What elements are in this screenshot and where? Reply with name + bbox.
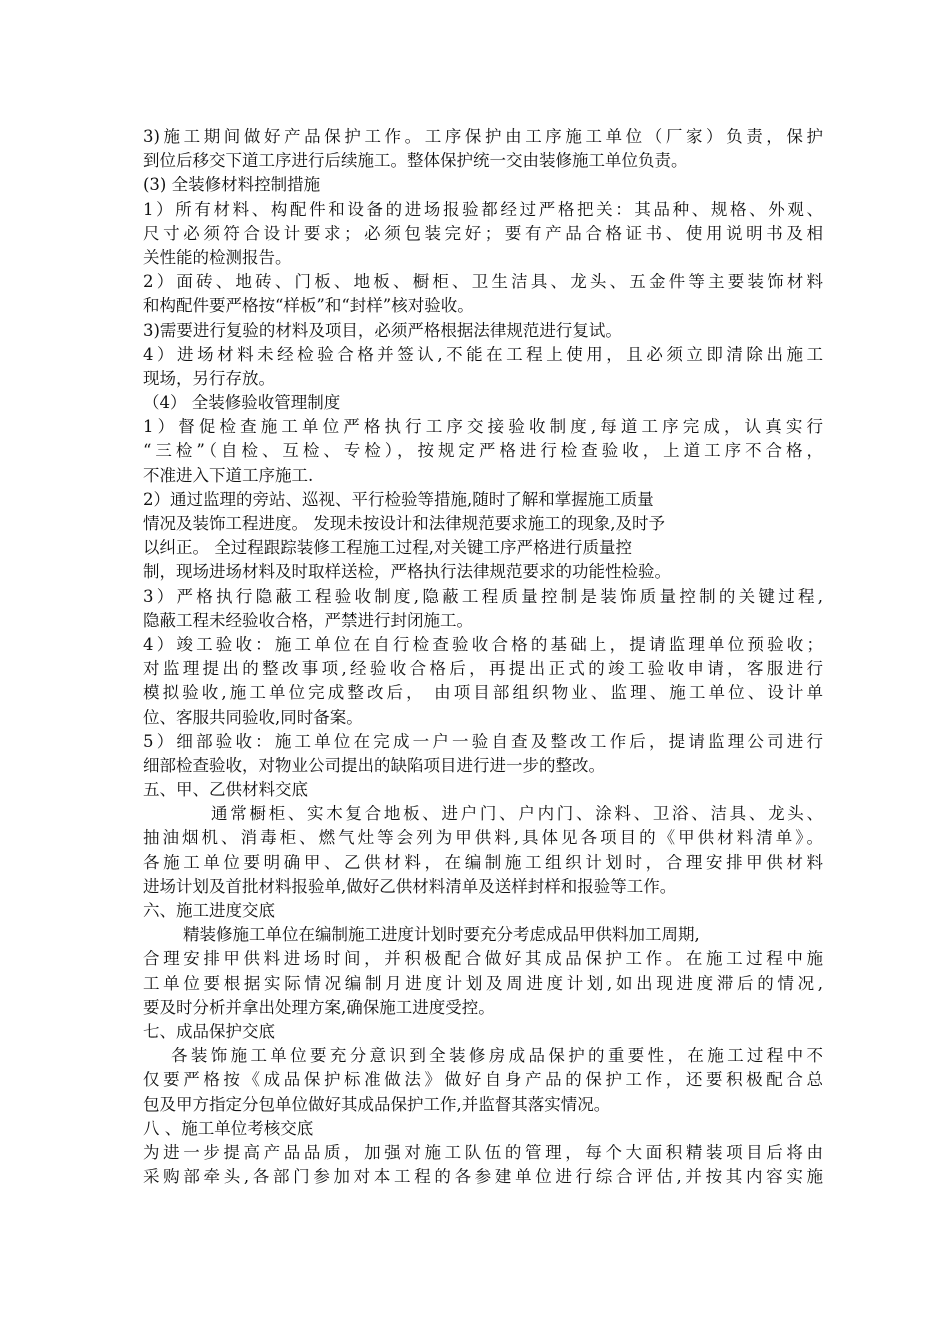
- text-line: 隐蔽工程未经验收合格，严禁进行封闭施工。: [143, 610, 473, 630]
- text-line: 细部检查验收，对物业公司提出的缺陷项目进行进一步的整改。: [143, 755, 605, 775]
- text-line: 以纠正。 全过程跟踪装修工程施工过程,对关键工序严格进行质量控: [143, 538, 632, 558]
- text-line: 进场计划及首批材料报验单,做好乙供材料清单及送样封样和报验等工作。: [143, 876, 677, 896]
- text-line: 1）所有材料、构配件和设备的进场报验都经过严格把关：其品种、规格、外观、: [143, 199, 823, 219]
- text-line: 和构配件要严格按“样板”和“封样”核对验收。: [143, 296, 474, 316]
- section-heading: 八 、施工单位考核交底: [143, 1118, 314, 1138]
- text-line: 抽油烟机、消毒柜、燃气灶等会列为甲供料,具体见各项目的《甲供材料清单》。: [143, 828, 823, 848]
- section-heading: （4） 全装修验收管理制度: [143, 393, 341, 413]
- text-line: “三检”（自检、互检、专检），按规定严格进行检查验收，上道工序不合格，: [143, 441, 823, 461]
- text-line: 1）督促检查施工单位严格执行工序交接验收制度,每道工序完成，认真实行: [143, 417, 823, 437]
- text-line: 关性能的检测报告。: [143, 247, 292, 267]
- text-line: 各装饰施工单位要充分意识到全装修房成品保护的重要性，在施工过程中不: [171, 1046, 823, 1066]
- text-line: 4）竣工验收：施工单位在自行检查验收合格的基础上，提请监理单位预验收；: [143, 634, 823, 654]
- text-line: 仅要严格按《成品保护标准做法》做好自身产品的保护工作，还要积极配合总: [143, 1070, 823, 1090]
- text-line: 4）进场材料未经检验合格并签认,不能在工程上使用，且必须立即清除出施工: [143, 344, 823, 364]
- text-line: 2）面砖、地砖、门板、地板、橱柜、卫生洁具、龙头、五金件等主要装饰材料: [143, 272, 823, 292]
- text-line: 各施工单位要明确甲、乙供材料，在编制施工组织计划时，合理安排甲供材料: [143, 852, 823, 872]
- text-line: 3）严格执行隐蔽工程验收制度,隐蔽工程质量控制是装饰质量控制的关键过程,: [143, 586, 823, 606]
- text-line: 到位后移交下道工序进行后续施工。整体保护统一交由装修施工单位负责。: [143, 151, 688, 171]
- text-line: 对监理提出的整改事项,经验收合格后，再提出正式的竣工验收申请，客服进行: [143, 659, 823, 679]
- text-line: 5）细部验收：施工单位在完成一户一验自查及整改工作后，提请监理公司进行: [143, 731, 823, 751]
- document-page: [143, 125, 823, 1189]
- text-line: 包及甲方指定分包单位做好其成品保护工作,并监督其落实情况。: [143, 1094, 611, 1114]
- text-line: 3)需要进行复验的材料及项目，必须严格根据法律规范进行复试。: [143, 320, 622, 340]
- text-line: 要及时分析并拿出处理方案,确保施工进度受控。: [143, 997, 495, 1017]
- text-line: 2）通过监理的旁站、巡视、平行检验等措施,随时了解和掌握施工质量: [143, 489, 654, 509]
- section-heading: 五、甲、乙供材料交底: [143, 780, 308, 800]
- text-line: 精装修施工单位在编制施工进度计划时要充分考虑成品甲供料加工周期,: [183, 925, 700, 945]
- section-heading: (3) 全装修材料控制措施: [143, 175, 321, 195]
- section-heading: 七、成品保护交底: [143, 1021, 275, 1041]
- text-line: 现场，另行存放。: [143, 368, 275, 388]
- text-line: 合理安排甲供料进场时间，并积极配合做好其成品保护工作。在施工过程中施: [143, 949, 823, 969]
- text-line: 工单位要根据实际情况编制月进度计划及周进度计划,如出现进度滞后的情况,: [143, 973, 823, 993]
- text-line: 采购部牵头,各部门参加对本工程的各参建单位进行综合评估,并按其内容实施: [143, 1167, 823, 1187]
- text-line: 尺寸必须符合设计要求；必须包装完好；要有产品合格证书、使用说明书及相: [143, 223, 823, 243]
- section-heading: 六、施工进度交底: [143, 901, 275, 920]
- text-line: 通常橱柜、实木复合地板、进户门、户内门、涂料、卫浴、洁具、龙头、: [211, 804, 823, 824]
- text-line: 为进一步提高产品品质，加强对施工队伍的管理，每个大面积精装项目后将由: [143, 1142, 823, 1162]
- text-line: 情况及装饰工程进度。 发现未按设计和法律规范要求施工的现象,及时予: [143, 514, 665, 533]
- text-line: 3)施工期间做好产品保护工作。工序保护由工序施工单位（厂家）负责，保护: [143, 127, 823, 146]
- text-line: 模拟验收,施工单位完成整改后， 由项目部组织物业、监理、施工单位、设计单: [143, 683, 823, 703]
- text-line: 不准进入下道工序施工.: [143, 465, 314, 485]
- text-line: 制，现场进场材料及时取样送检，严格执行法律规范要求的功能性检验。: [143, 562, 671, 582]
- text-line: 位、客服共同验收,同时备案。: [143, 707, 363, 727]
